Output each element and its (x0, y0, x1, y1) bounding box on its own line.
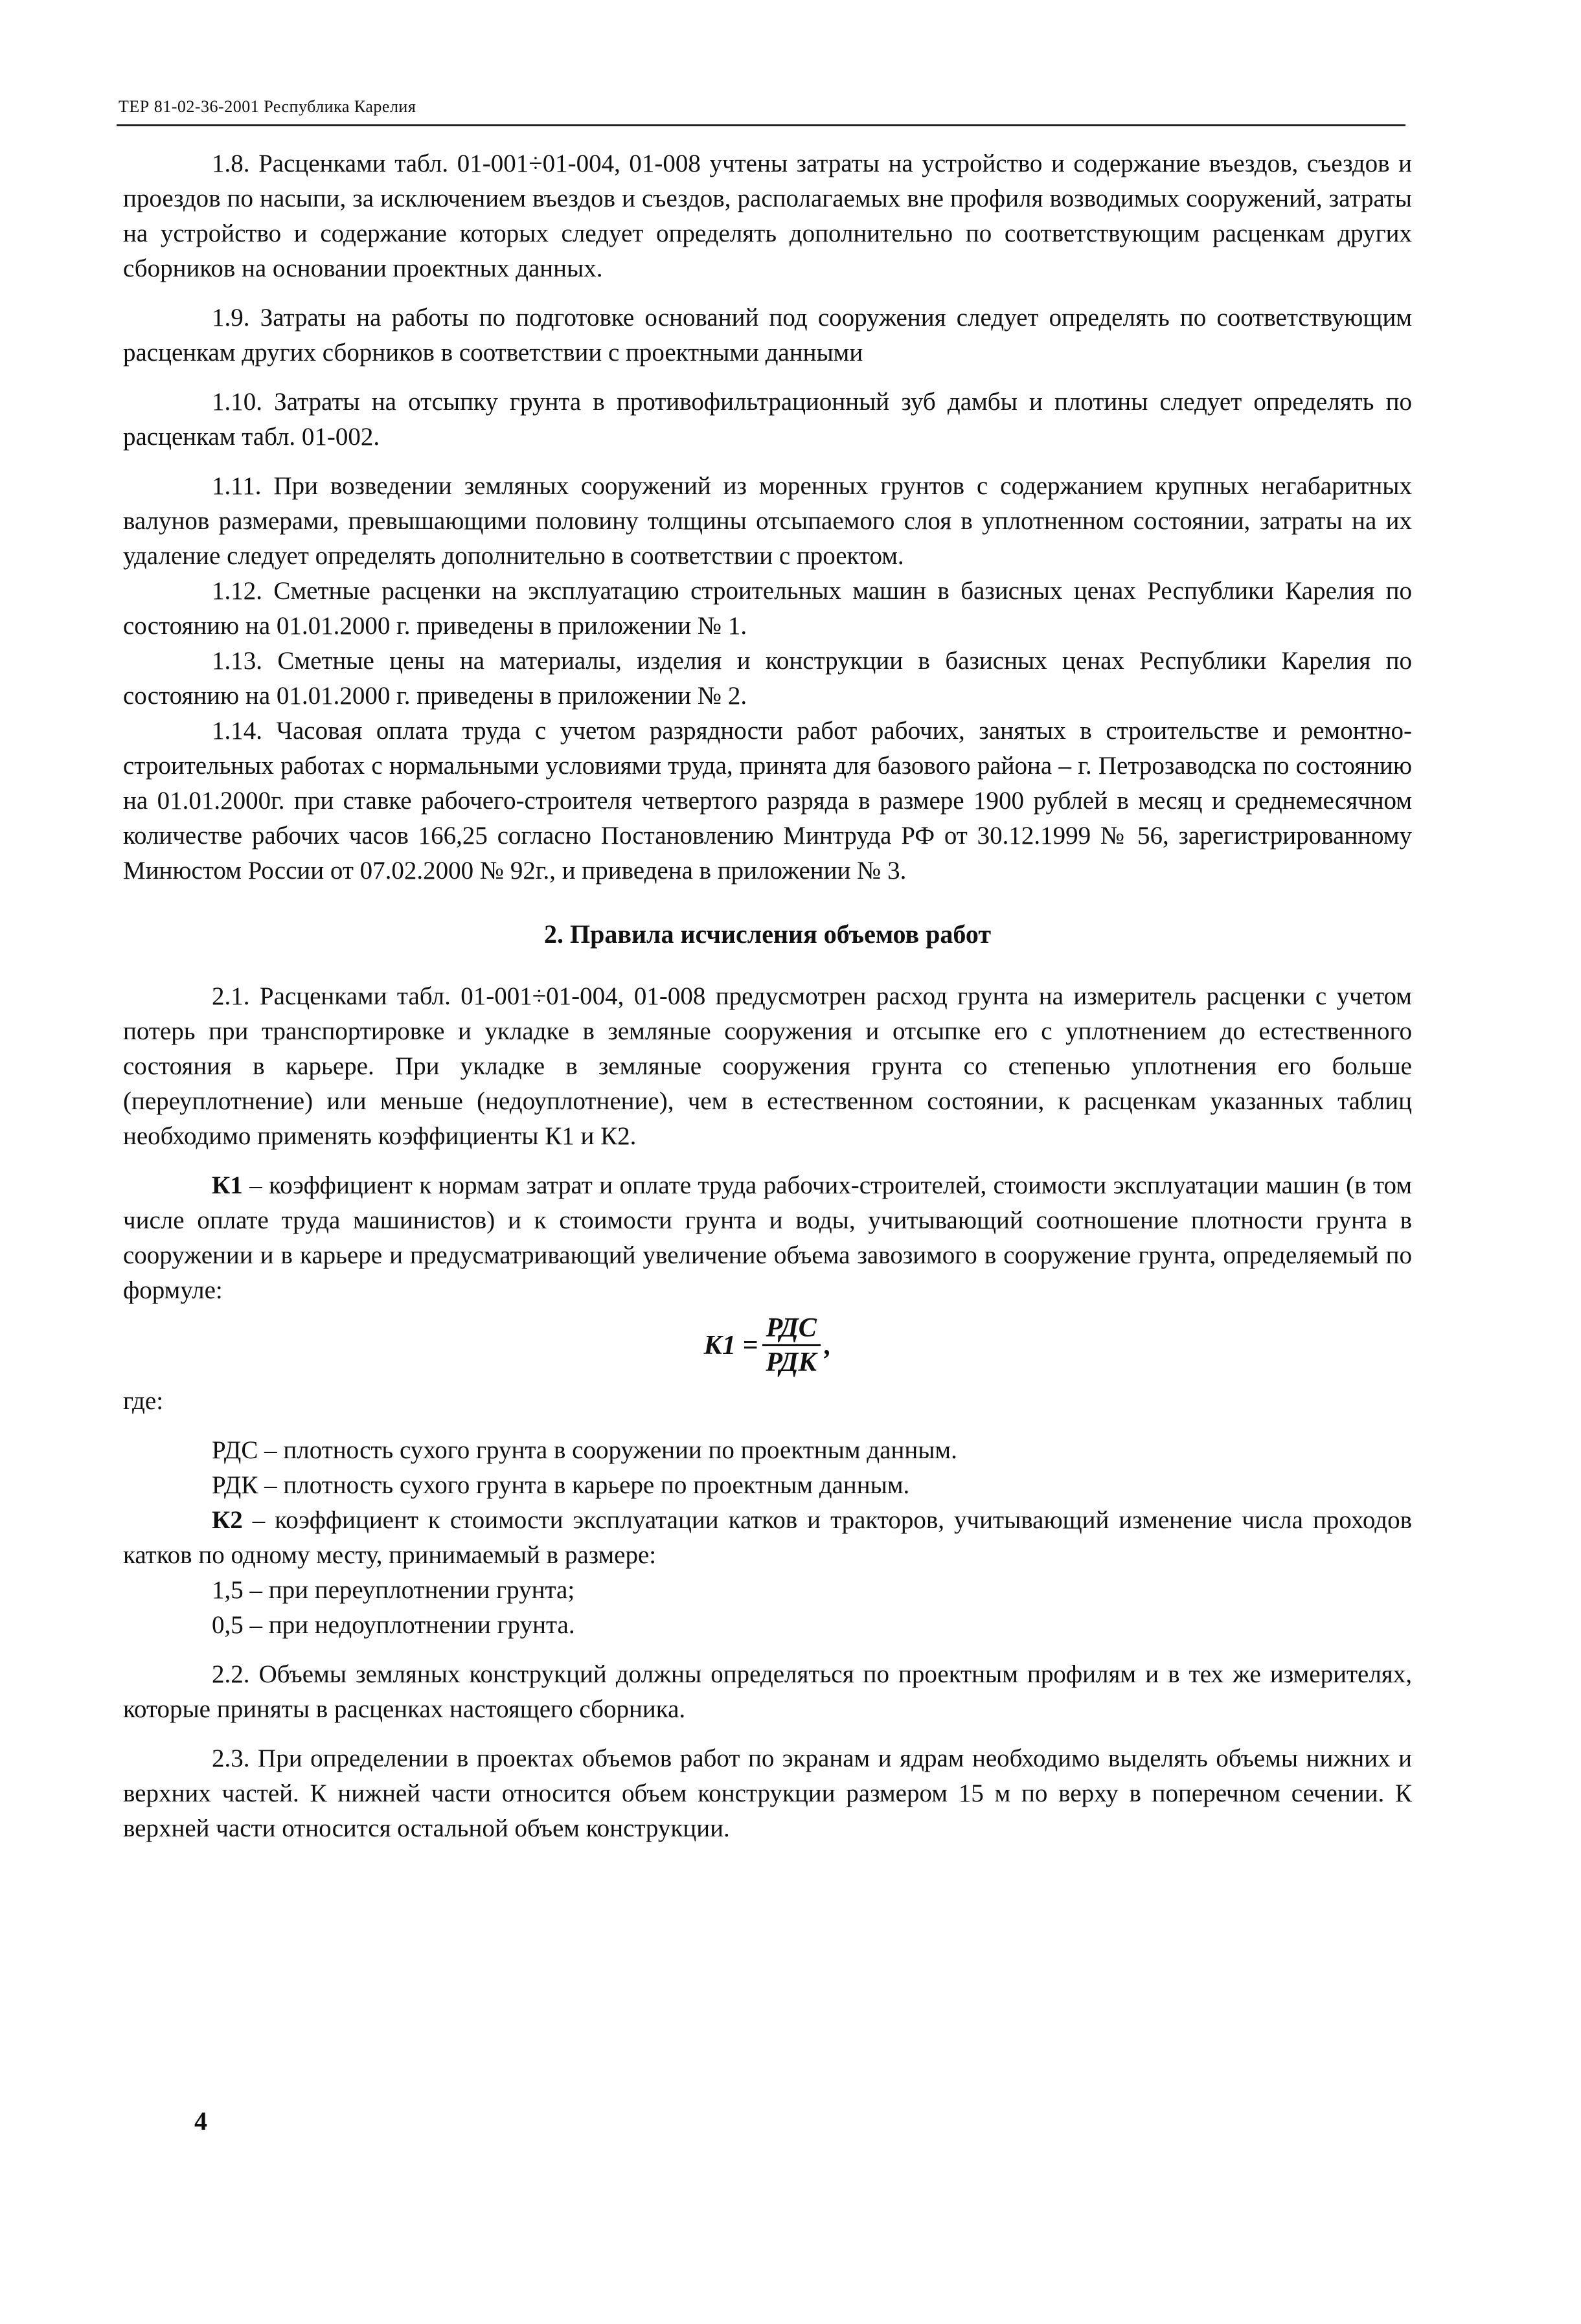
k1-definition (123, 1168, 1412, 1308)
k2-definition-text: – коэффициент к стоимости эксплуатации катков и тракторов, учитывающий изменение числа проходов катков по одному месту, принимаемый в размере: (123, 1506, 1412, 1569)
paragraph-1-14: 1.14. Часовая оплата труда с учетом разрядности работ рабочих, занятых в строительстве и ремонтно-строительных работах с нормальными условиями труда, принята для базового района – г. Петрозаводска по состоянию на 01.01.2000г. при ставке рабочего-строителя четвертого разряда в размере 1900 рублей в месяц и среднемесячном количестве рабочих часов 166,25 согласно Постановлению Минтруда РФ от 30.12.1999 № 56, зарегистрированному Минюстом России от 07.02.2000 № 92г., и приведена в приложении № 3. (123, 717, 1412, 885)
paragraph-1-12: 1.12. Сметные расценки на эксплуатацию строительных машин в базисных ценах Республики Карелия по состоянию на 01.01.2000 г. приведены в приложении № 1. (123, 577, 1412, 640)
formula-lhs: К1 = (703, 1330, 758, 1360)
document-body (123, 146, 1412, 1860)
header-rule (117, 124, 1405, 126)
formula-numerator: РДС (762, 1312, 821, 1346)
rds-definition: РДС – плотность сухого грунта в сооружении по проектным данным. (212, 1436, 957, 1464)
k1-formula (123, 1312, 1412, 1379)
k2-value-overcompaction: 1,5 – при переуплотнении грунта; (212, 1576, 575, 1604)
k2-value-undercompaction: 0,5 – при недоуплотнении грунта. (212, 1611, 575, 1639)
k2-definition (123, 1503, 1412, 1573)
paragraph-2-2: 2.2. Объемы земляных конструкций должны определяться по проектным профилям и в тех же измерителях, которые приняты в расценках настоящего сборника. (123, 1660, 1412, 1723)
paragraph-2-1: 2.1. Расценками табл. 01-001÷01-004, 01-008 предусмотрен расход грунта на измеритель расценки с учетом потерь при транспортировке и укладке в земляные сооружения и отсыпке его с уплотнением до естественного состояния в карьере. При укладке в земляные сооружения грунта со степенью уплотнения его больше (переуплотнение) или меньше (недоуплотнение), чем в естественном состоянии, к расценкам указанных таблиц необходимо применять коэффициенты К1 и К2. (123, 982, 1412, 1150)
running-header: ТЕР 81-02-36-2001 Республика Карелия (119, 97, 416, 116)
rdk-definition: РДК – плотность сухого грунта в карьере по проектным данным. (212, 1471, 910, 1499)
k1-term: К1 (212, 1171, 243, 1199)
where-label: где: (123, 1387, 164, 1415)
formula-trail: , (825, 1330, 832, 1360)
formula-fraction (762, 1312, 821, 1379)
paragraph-1-13: 1.13. Сметные цены на материалы, изделия и конструкции в базисных ценах Республики Карелия по состоянию на 01.01.2000 г. приведены в приложении № 2. (123, 647, 1412, 710)
paragraph-1-11: 1.11. При возведении земляных сооружений из моренных грунтов с содержанием крупных негабаритных валунов размерами, превышающими половину толщины отсыпаемого слоя в уплотненном состоянии, затраты на их удаление следует определять дополнительно в соответствии с проектом. (123, 472, 1412, 570)
paragraph-2-3: 2.3. При определении в проектах объемов работ по экранам и ядрам необходимо выделять объемы нижних и верхних частей. К нижней части относится объем конструкции размером 15 м по верху в поперечном сечении. К верхней части относится остальной объем конструкции. (123, 1744, 1412, 1842)
paragraph-1-9: 1.9. Затраты на работы по подготовке оснований под сооружения следует определять по соответствующим расценкам других сборников в соответствии с проектными данными (123, 304, 1412, 367)
section-2-title: 2. Правила исчисления объемов работ (544, 919, 991, 949)
paragraph-1-8: 1.8. Расценками табл. 01-001÷01-004, 01-008 учтены затраты на устройство и содержание въездов, съездов и проездов по насыпи, за исключением въездов и съездов, располагаемых вне профиля возводимых сооружений, затраты на устройство и содержание которых следует определять дополнительно по соответствующим расценкам других сборников на основании проектных данных. (123, 150, 1412, 282)
k1-definition-text: – коэффициент к нормам затрат и оплате труда рабочих-строителей, стоимости эксплуатации машин (в том числе оплате труда машинистов) и к стоимости грунта и воды, учитывающий соотношение плотности грунта в сооружении и в карьере и предусматривающий увеличение объема завозимого в сооружение грунта, определяемый по формуле: (123, 1171, 1412, 1304)
formula-denominator: РДК (766, 1348, 817, 1377)
page-number: 4 (194, 2106, 207, 2136)
k2-term: К2 (212, 1506, 243, 1534)
paragraph-1-10: 1.10. Затраты на отсыпку грунта в противофильтрационный зуб дамбы и плотины следует определять по расценкам табл. 01-002. (123, 388, 1412, 451)
